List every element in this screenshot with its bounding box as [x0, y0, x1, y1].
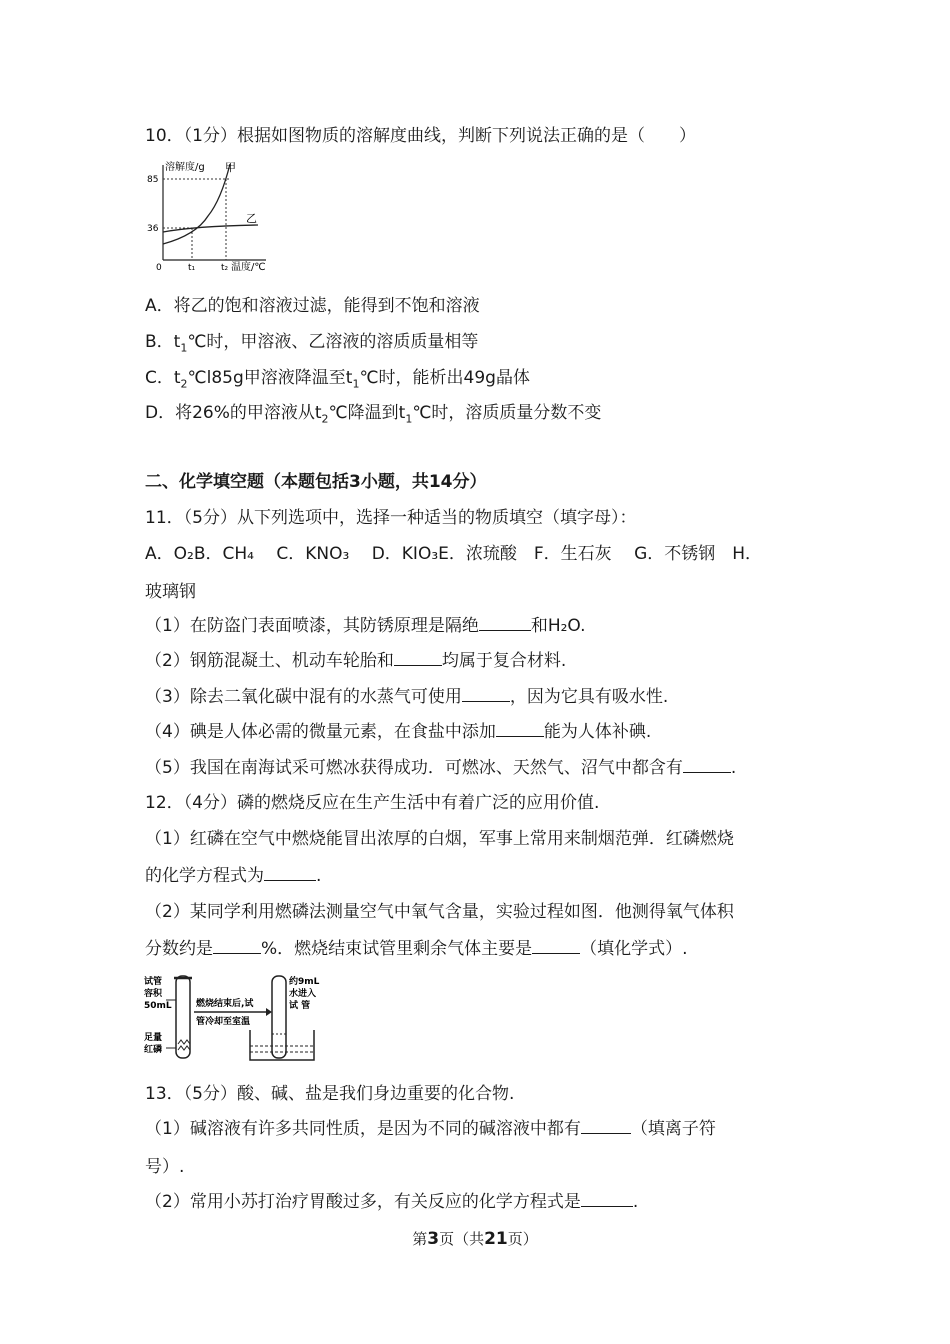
q12-sub2-line1: （2）某同学利用燃磷法测量空气中氧气含量，实验过程如图．他测得氧气体积	[145, 902, 734, 922]
arrow-label-2: 管冷却至室温	[196, 1017, 251, 1027]
q11-sub1: （1）在防盗门表面喷漆，其防锈原理是隔绝 和H₂O.	[145, 616, 586, 636]
q10-option-c: C．$t_2℃l85g$甲溶液降温至$t_1℃$时，能析出49g晶体	[145, 368, 530, 391]
q11-stem: 11．（5分）从下列选项中，选择一种适当的物质填空（填字母）：	[145, 508, 637, 528]
q11-sub4: （4）碘是人体必需的微量元素，在食盐中添加 能为人体补碘.	[145, 722, 652, 742]
answer-blank[interactable]	[532, 937, 580, 954]
red-phosphorus	[178, 1040, 190, 1050]
tick-t2: t₂	[221, 263, 229, 273]
section-2-heading: 二、化学填空题（本题包括3小题，共14分）	[145, 472, 487, 492]
answer-blank[interactable]	[264, 864, 316, 881]
q13-stem: 13．（5分）酸、碱、盐是我们身边重要的化合物.	[145, 1084, 515, 1104]
q13-sub2: （2）常用小苏打治疗胃酸过多，有关反应的化学方程式是 .	[145, 1192, 639, 1212]
tick-85: 85	[147, 175, 159, 185]
q12-sub2-line2: 分数约是 %．燃烧结束试管里剩余气体主要是 （填化学式）.	[145, 939, 688, 959]
answer-blank[interactable]	[496, 720, 544, 737]
answer-blank[interactable]	[394, 649, 442, 666]
q10-option-b: B．$t_1℃$时，甲溶液、乙溶液的溶质质量相等	[145, 332, 479, 355]
series-jia-label: 甲	[225, 161, 236, 174]
q11-sub5: （5）我国在南海试采可燃冰获得成功．可燃冰、天然气、沼气中都含有 .	[145, 758, 737, 778]
answer-blank[interactable]	[581, 1190, 633, 1207]
water-label-3: 试 管	[289, 1001, 311, 1011]
tube-label-3: 50mL	[144, 1001, 172, 1011]
tick-36: 36	[147, 224, 159, 234]
y-axis-label: 溶解度/g	[165, 162, 205, 173]
q11-sub3: （3）除去二氧化碳中混有的水蒸气可使用 ，因为它具有吸水性.	[145, 687, 669, 707]
page-number: 3	[427, 1229, 440, 1249]
test-tube-left	[176, 976, 190, 1058]
tube-label-1: 试管	[144, 977, 163, 987]
phosphorus-experiment-figure	[144, 972, 330, 1064]
page-footer: 第3页（共21页）	[412, 1229, 538, 1249]
test-tube-right	[272, 976, 286, 1058]
answer-blank[interactable]	[462, 685, 510, 702]
tube-label-5: 红磷	[144, 1045, 163, 1055]
q12-sub1-line1: （1）红磷在空气中燃烧能冒出浓厚的白烟，军事上常用来制烟范弹．红磷燃烧	[145, 829, 734, 849]
q10-option-a: A．将乙的饱和溶液过滤，能得到不饱和溶液	[145, 296, 480, 316]
q12-stem: 12．（4分）磷的燃烧反应在生产生活中有着广泛的应用价值.	[145, 793, 600, 813]
answer-blank[interactable]	[581, 1117, 631, 1134]
water-label-1: 约9mL	[289, 977, 320, 987]
tube-label-4: 足量	[144, 1033, 163, 1043]
q11-options-line2: 玻璃钢	[145, 582, 196, 602]
curve-yi	[163, 225, 258, 232]
q10-option-d: D．将26%的甲溶液从$t_2℃$降温到$t_1℃$时，溶质质量分数不变	[145, 403, 602, 426]
q13-sub1-line1: （1）碱溶液有许多共同性质，是因为不同的碱溶液中都有 （填离子符	[145, 1119, 716, 1139]
tick-t1: t₁	[188, 263, 196, 273]
tube-label-2: 容积	[144, 989, 163, 999]
tick-origin: 0	[156, 263, 162, 273]
q11-options-line1: A．O₂B．CH₄ C．KNO₃ D．KIO₃E．浓琉酸 F．生石灰 G．不锈钢 H．	[145, 544, 763, 564]
series-yi-label: 乙	[246, 212, 257, 225]
page-total: 21	[484, 1229, 508, 1249]
curve-jia	[163, 164, 230, 244]
q11-sub2: （2）钢筋混凝土、机动车轮胎和 均属于复合材料.	[145, 651, 567, 671]
q13-sub1-line2: 号）.	[145, 1157, 185, 1177]
q12-sub1-line2: 的化学方程式为 .	[145, 866, 322, 886]
answer-blank[interactable]	[683, 756, 731, 773]
solubility-curve-figure	[146, 160, 270, 274]
arrow-label-1: 燃烧结束后,试	[196, 999, 254, 1009]
answer-blank[interactable]	[479, 614, 531, 631]
q10-stem: 10．（1分）根据如图物质的溶解度曲线，判断下列说法正确的是（ ）	[145, 126, 696, 146]
water-label-2: 水进入	[289, 989, 317, 999]
answer-blank[interactable]	[213, 937, 261, 954]
x-axis-label: 温度/℃	[231, 262, 266, 273]
